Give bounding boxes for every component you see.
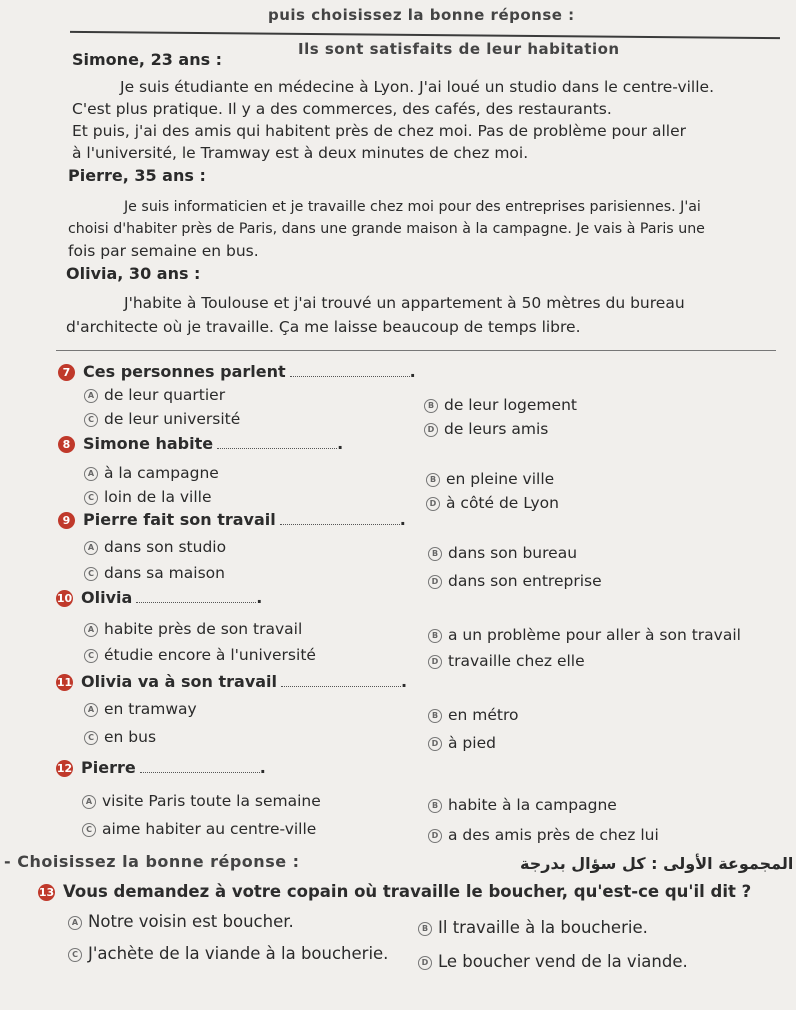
option-letter-d: D <box>428 737 442 751</box>
question-stem: Pierre <box>81 758 136 777</box>
option-label: loin de la ville <box>104 488 212 506</box>
option-label: aime habiter au centre-ville <box>102 820 317 838</box>
option-label: en pleine ville <box>446 470 555 488</box>
answer-blank[interactable] <box>280 512 400 525</box>
option-label: étudie encore à l'université <box>104 646 316 664</box>
simone-line-3: Et puis, j'ai des amis qui habitent près de chez moi. Pas de problème pour aller <box>72 122 686 140</box>
option-letter-b: B <box>426 473 440 487</box>
section-title: - Choisissez la bonne réponse : <box>4 852 300 871</box>
option-letter-d: D <box>428 829 442 843</box>
question-number: 8 <box>58 436 75 453</box>
pierre-name: Pierre, 35 ans : <box>68 166 206 185</box>
answer-blank[interactable] <box>136 590 256 603</box>
olivia-name: Olivia, 30 ans : <box>66 264 201 283</box>
option-letter-c: C <box>84 649 98 663</box>
q12-option-c[interactable] <box>82 820 316 838</box>
option-letter-d: D <box>428 655 442 669</box>
option-letter-a: A <box>84 623 98 637</box>
option-letter-b: B <box>424 399 438 413</box>
arabic-title: المجموعة الأولى : كل سؤال بدرجة <box>520 854 794 873</box>
question-7 <box>58 362 416 381</box>
simone-line-2: C'est plus pratique. Il y a des commerces, des cafés, des restaurants. <box>72 100 612 118</box>
option-letter-a: A <box>68 916 82 930</box>
q9-option-b[interactable] <box>428 544 577 562</box>
q13-option-a[interactable] <box>68 912 294 931</box>
option-letter-b: B <box>428 547 442 561</box>
question-9 <box>58 510 406 529</box>
question-stem: Pierre fait son travail <box>83 510 276 529</box>
option-label: travaille chez elle <box>448 652 585 670</box>
option-label: en métro <box>448 706 519 724</box>
q10-option-c[interactable] <box>84 646 316 664</box>
question-stem: Simone habite <box>83 434 214 453</box>
option-label: de leur quartier <box>104 386 226 404</box>
option-label: visite Paris toute la semaine <box>102 792 321 810</box>
option-label: Le boucher vend de la viande. <box>438 952 688 971</box>
question-11 <box>56 672 407 691</box>
option-label: à côté de Lyon <box>446 494 559 512</box>
option-label: à la campagne <box>104 464 219 482</box>
question-stem: Vous demandez à votre copain où travaille le boucher, qu'est-ce qu'il dit ? <box>63 882 752 901</box>
q9-option-d[interactable] <box>428 572 602 590</box>
answer-blank[interactable] <box>140 760 260 773</box>
q7-option-c[interactable] <box>84 410 240 428</box>
question-number: 11 <box>56 676 73 689</box>
option-letter-b: B <box>418 922 432 936</box>
q11-option-b[interactable] <box>428 706 519 724</box>
q12-option-d[interactable] <box>428 826 659 844</box>
question-end: . <box>401 672 408 691</box>
pierre-line-2: choisi d'habiter près de Paris, dans une grande maison à la campagne. Je vais à Paris une <box>68 221 705 237</box>
question-end: . <box>409 362 416 381</box>
q13-option-b[interactable] <box>418 918 648 937</box>
option-label: en tramway <box>104 700 197 718</box>
q13-option-d[interactable] <box>418 952 688 971</box>
option-letter-d: D <box>428 575 442 589</box>
option-label: habite près de son travail <box>104 620 303 638</box>
question-end: . <box>337 434 344 453</box>
option-letter-d: D <box>426 497 440 511</box>
option-label: en bus <box>104 728 157 746</box>
simone-name: Simone, 23 ans : <box>72 50 223 69</box>
q10-option-a[interactable] <box>84 620 302 638</box>
option-letter-d: D <box>418 956 432 970</box>
question-end: . <box>399 510 406 529</box>
q8-option-b[interactable] <box>426 470 554 488</box>
q7-option-a[interactable] <box>84 386 225 404</box>
option-label: a un problème pour aller à son travail <box>448 626 741 644</box>
option-label: de leurs amis <box>444 420 549 438</box>
q13-option-c[interactable] <box>68 944 388 963</box>
option-letter-d: D <box>424 423 438 437</box>
option-letter-b: B <box>428 629 442 643</box>
question-number: 7 <box>58 364 75 381</box>
answer-blank[interactable] <box>217 436 337 449</box>
q11-option-d[interactable] <box>428 734 496 752</box>
top-instruction: puis choisissez la bonne réponse : <box>268 6 575 24</box>
q9-option-a[interactable] <box>84 538 226 556</box>
q12-option-b[interactable] <box>428 796 617 814</box>
answer-blank[interactable] <box>281 674 401 687</box>
q10-option-d[interactable] <box>428 652 585 670</box>
pierre-line-3: fois par semaine en bus. <box>68 242 259 260</box>
option-label: dans sa maison <box>104 564 225 582</box>
option-letter-a: A <box>84 467 98 481</box>
option-label: de leur université <box>104 410 241 428</box>
option-label: Notre voisin est boucher. <box>88 912 294 931</box>
option-label: dans son bureau <box>448 544 578 562</box>
option-letter-b: B <box>428 709 442 723</box>
option-label: a des amis près de chez lui <box>448 826 659 844</box>
option-letter-a: A <box>84 541 98 555</box>
question-13 <box>38 882 751 901</box>
q9-option-c[interactable] <box>84 564 225 582</box>
option-letter-c: C <box>84 491 98 505</box>
pierre-line-1: Je suis informaticien et je travaille chez moi pour des entreprises parisiennes. J'ai <box>124 199 701 215</box>
option-letter-c: C <box>84 731 98 745</box>
q10-option-b[interactable] <box>428 626 741 644</box>
top-rule <box>70 31 780 39</box>
page-title: Ils sont satisfaits de leur habitation <box>298 40 620 58</box>
option-label: à pied <box>448 734 496 752</box>
option-letter-c: C <box>84 567 98 581</box>
q7-option-d[interactable] <box>424 420 548 438</box>
option-letter-c: C <box>68 948 82 962</box>
q8-option-d[interactable] <box>426 494 559 512</box>
question-12 <box>56 758 266 777</box>
option-letter-b: B <box>428 799 442 813</box>
simone-line-4: à l'université, le Tramway est à deux minutes de chez moi. <box>72 144 529 162</box>
question-number: 13 <box>38 886 55 899</box>
q8-option-a[interactable] <box>84 464 219 482</box>
question-number: 9 <box>58 512 75 529</box>
divider <box>56 350 776 351</box>
option-label: dans son entreprise <box>448 572 602 590</box>
olivia-line-2: d'architecte où je travaille. Ça me laisse beaucoup de temps libre. <box>66 318 581 336</box>
simone-line-1: Je suis étudiante en médecine à Lyon. J'ai loué un studio dans le centre-ville. <box>120 78 715 96</box>
option-letter-c: C <box>84 413 98 427</box>
question-10 <box>56 588 262 607</box>
option-label: dans son studio <box>104 538 227 556</box>
option-label: J'achète de la viande à la boucherie. <box>88 944 389 963</box>
option-letter-a: A <box>84 389 98 403</box>
answer-blank[interactable] <box>290 364 410 377</box>
q7-option-b[interactable] <box>424 396 577 414</box>
olivia-line-1: J'habite à Toulouse et j'ai trouvé un appartement à 50 mètres du bureau <box>124 294 685 312</box>
option-label: habite à la campagne <box>448 796 617 814</box>
question-end: . <box>256 588 263 607</box>
question-stem: Olivia va à son travail <box>81 672 278 691</box>
question-stem: Ces personnes parlent <box>83 362 286 381</box>
option-letter-a: A <box>84 703 98 717</box>
q11-option-c[interactable] <box>84 728 156 746</box>
question-8 <box>58 434 343 453</box>
option-label: Il travaille à la boucherie. <box>438 918 648 937</box>
option-letter-a: A <box>82 795 96 809</box>
option-label: de leur logement <box>444 396 577 414</box>
q12-option-a[interactable] <box>82 792 321 810</box>
question-stem: Olivia <box>81 588 133 607</box>
q11-option-a[interactable] <box>84 700 197 718</box>
question-number: 12 <box>56 762 73 775</box>
q8-option-c[interactable] <box>84 488 212 506</box>
question-end: . <box>259 758 266 777</box>
question-number: 10 <box>56 592 73 605</box>
option-letter-c: C <box>82 823 96 837</box>
